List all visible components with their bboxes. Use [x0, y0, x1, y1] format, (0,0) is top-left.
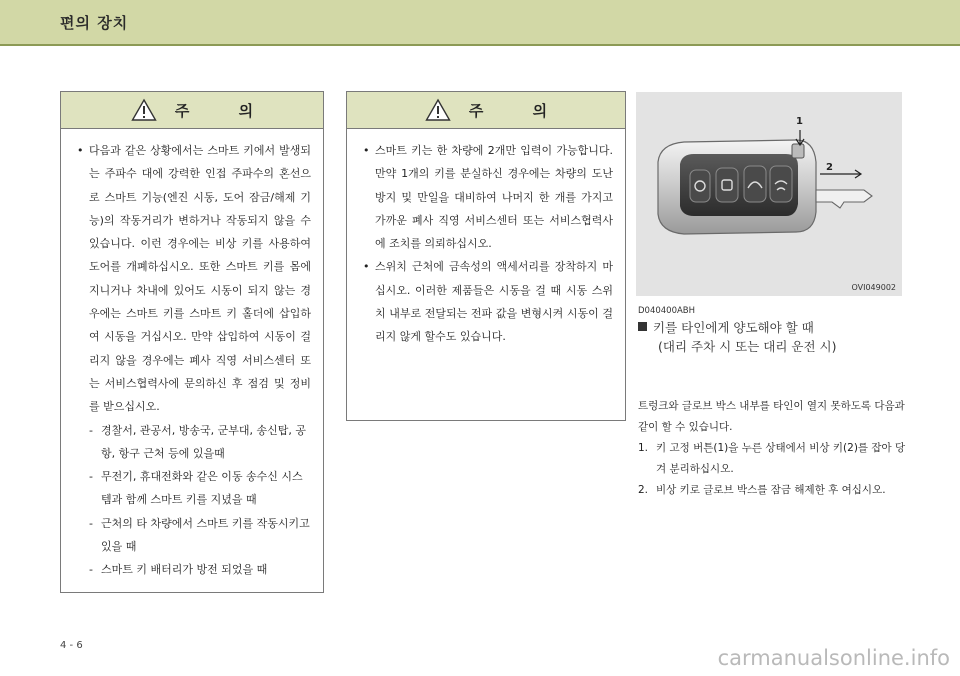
caution-sub-item: - 경찰서, 관공서, 방송국, 군부대, 송신탑, 공항, 항구 근처 등에 있을때	[89, 423, 306, 460]
page-number: 4 - 6	[60, 640, 83, 651]
warning-triangle-icon	[425, 98, 451, 122]
caution-header	[347, 92, 625, 129]
smart-key-illustration	[636, 92, 902, 296]
caution-body	[61, 129, 323, 590]
section-title: 키를 타인에게 양도해야 할 때 (대리 주차 시 또는 대리 운전 시)	[638, 318, 908, 356]
caution-item: • 스마트 키는 한 차량에 2개만 입력이 가능합니다. 만약 1개의 키를 분실하신 경우에는 차량의 도난 방지 및 만일을 대비하여 나머지 한 개를 가지고 가까운 폐사 직영 서비스센터 또는 서비스협력사에 조치를 의뢰하십시오.	[363, 144, 613, 251]
figure-caption: OVI049002	[851, 283, 896, 292]
caution-body	[347, 129, 625, 357]
header-band	[0, 0, 960, 44]
caution-sub-item: - 스마트 키 배터리가 방전 되었을 때	[89, 563, 268, 577]
square-bullet-icon	[638, 322, 647, 331]
section-body	[638, 396, 906, 501]
step-item: 1. 키 고정 버튼(1)을 누른 상태에서 비상 키(2)를 잡아 당겨 분리하십시오.	[638, 442, 906, 475]
callout-2: 2	[826, 162, 833, 173]
smart-key-figure	[636, 92, 902, 296]
callout-1: 1	[796, 116, 803, 127]
caution-title: 주 의	[174, 101, 276, 120]
section-intro: 트렁크와 글로브 박스 내부를 타인이 열지 못하도록 다음과 같이 할 수 있습니다.	[638, 400, 905, 433]
step-item: 2. 비상 키로 글로브 박스를 잠금 해제한 후 여십시오.	[638, 484, 886, 496]
caution-sub-item: - 무전기, 휴대전화와 같은 이동 송수신 시스템과 함께 스마트 키를 지녔을 때	[89, 470, 303, 507]
header-divider	[0, 44, 960, 46]
caution-box-left	[60, 91, 324, 593]
page-header-title: 편의 장치	[60, 14, 129, 32]
caution-item: • 스위치 근처에 금속성의 액세서리를 장착하지 마십시오. 이러한 제품들은 시동을 걸 때 시동 스위치 내부로 전달되는 전파 값을 변형시켜 시동이 걸리지 않게 할수도 있습니다.	[363, 260, 613, 344]
caution-sub-item: - 근처의 타 차량에서 스마트 키를 작동시키고 있을 때	[89, 516, 310, 554]
caution-title: 주 의	[468, 101, 570, 120]
caution-header	[61, 92, 323, 129]
document-code: D040400ABH	[638, 306, 696, 316]
warning-triangle-icon	[131, 98, 157, 122]
caution-box-right	[346, 91, 626, 421]
caution-item: • 다음과 같은 상황에서는 스마트 키에서 발생되는 주파수 대에 강력한 인접 주파수의 혼선으로 스마트 기능(엔진 시동, 도어 잠금/해제 기능)의 작동거리가 변하거나 작동되지 않을 수 있습니다. 이런 경우에는 비상 키를 사용하여 도어를 개폐하십시오. 또한 스마트 키를 몸에 지니거나 차내에 있어도 시동이 되지 않는 경우에는 스마트 키를 스마트 키 홀더에 삽입하여 시동을 거십시오. 만약 삽입하여 시동이 걸리지 않을 경우에는 폐사 직영 서비스센터 또는 서비스협력사에 문의하신 후 점검 및 정비를 받으십시오.	[77, 144, 311, 414]
watermark: carmanualsonline.info	[717, 646, 950, 670]
